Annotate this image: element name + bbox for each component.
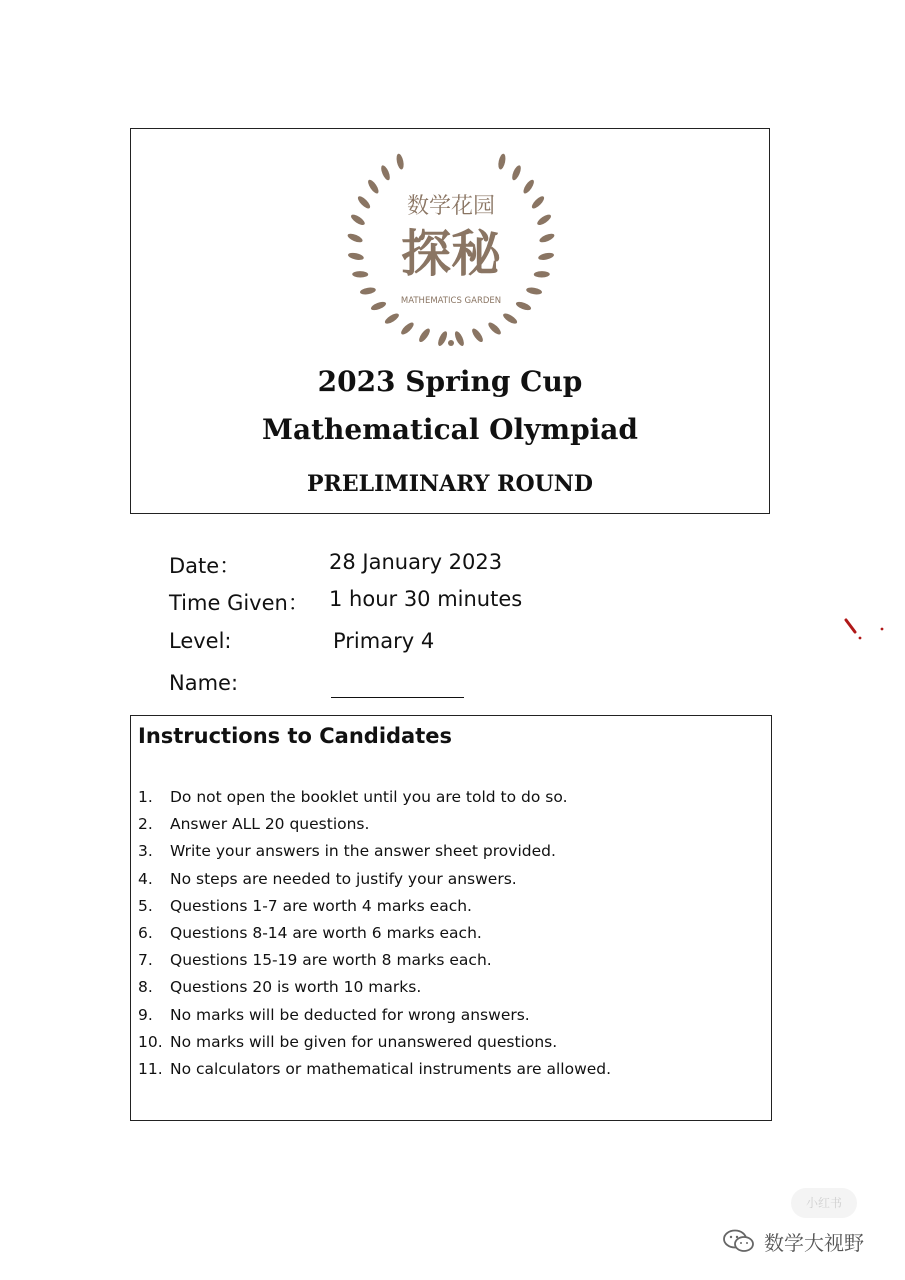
instruction-number: 11. (138, 1059, 163, 1078)
instruction-text: Questions 8-14 are worth 6 marks each. (170, 923, 482, 942)
instruction-number: 4. (138, 869, 153, 888)
instruction-number: 3. (138, 842, 153, 861)
logo (343, 143, 559, 353)
instruction-text: Do not open the booklet until you are told to do so. (170, 788, 568, 806)
instruction-number: 10. (138, 1032, 163, 1051)
laurel-wreath-icon (343, 143, 559, 353)
level-label: Level: (169, 629, 232, 653)
watermark-badge: 小红书 (791, 1188, 857, 1218)
logo-top-text: 数学花园 (406, 194, 496, 219)
date-label: Date： (169, 554, 241, 578)
instruction-number: 1. (138, 788, 153, 806)
time-value: 1 hour 30 minutes (329, 587, 523, 611)
instruction-text: Questions 1-7 are worth 4 marks each. (170, 896, 472, 915)
instruction-text: No marks will be deducted for wrong answers. (170, 1005, 530, 1024)
competition-title: 2023 Spring Cup (317, 365, 583, 398)
instructions-box (130, 715, 772, 1121)
logo-main-text: 探秘 (401, 225, 501, 283)
instruction-text: No steps are needed to justify your answers. (170, 869, 517, 888)
wechat-icon (722, 1228, 756, 1254)
watermark-footer-text: 数学大视野 (764, 1230, 864, 1255)
competition-subtitle: Mathematical Olympiad (261, 413, 639, 446)
instruction-number: 5. (138, 896, 153, 915)
instruction-text: Write your answers in the answer sheet provided. (170, 842, 556, 861)
instruction-number: 2. (138, 815, 153, 834)
ink-mark (842, 616, 890, 646)
name-label: Name: (169, 671, 239, 695)
instruction-number: 6. (138, 923, 153, 942)
title-box (130, 128, 770, 514)
instructions-title: Instructions to Candidates (138, 724, 453, 748)
instruction-number: 9. (138, 1005, 153, 1024)
instruction-number: 7. (138, 951, 153, 970)
instruction-text: No marks will be given for unanswered questions. (170, 1032, 558, 1051)
watermark-footer (722, 1225, 864, 1257)
instruction-text: Questions 20 is worth 10 marks. (170, 978, 422, 997)
time-label: Time Given： (169, 591, 309, 615)
instruction-number: 8. (138, 978, 153, 997)
level-value: Primary 4 (333, 629, 435, 653)
name-blank-line[interactable] (331, 697, 464, 698)
instruction-text: No calculators or mathematical instruments are allowed. (170, 1059, 612, 1078)
logo-bottom-text: MATHEMATICS GARDEN (400, 296, 502, 306)
instruction-text: Answer ALL 20 questions. (170, 815, 370, 834)
round-title: PRELIMINARY ROUND (307, 471, 593, 497)
instruction-text: Questions 15-19 are worth 8 marks each. (170, 951, 492, 970)
date-value: 28 January 2023 (329, 550, 503, 574)
